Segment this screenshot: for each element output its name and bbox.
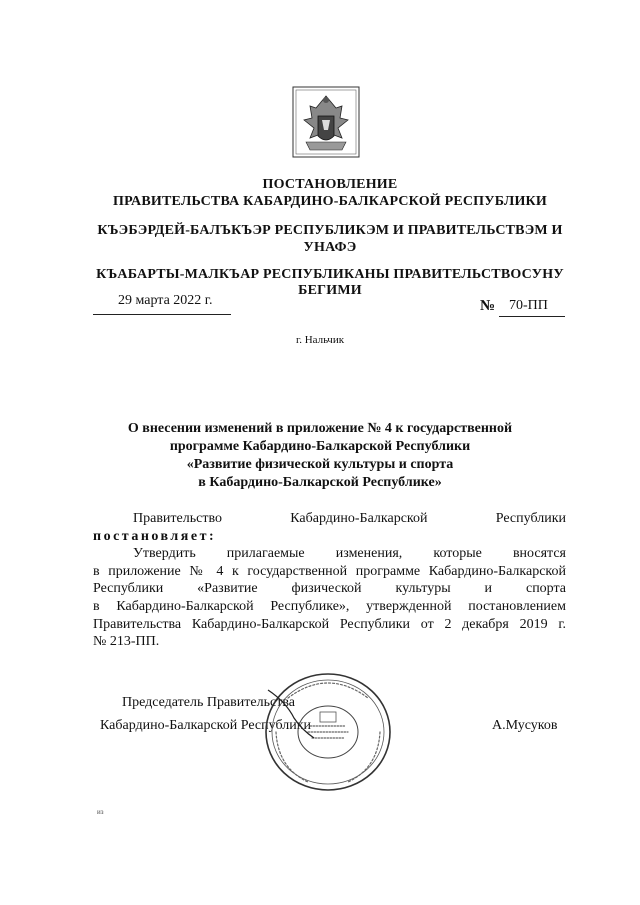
body-line-5: Республики «Развитие физической культуры и спорта [93,581,566,597]
issuing-authority-ru: ПРАВИТЕЛЬСТВА КАБАРДИНО-БАЛКАРСКОЙ РЕСПУБЛИКИ [112,194,548,209]
issuing-authority-kbd-line1: КЪЭБЭРДЕЙ-БАЛЪКЪЭР РЕСПУБЛИКЭМ И ПРАВИТЕЛЬСТВЭМ И [97,223,563,238]
body-text [93,510,566,651]
number-underline [499,316,565,317]
body-line-3: Утвердить прилагаемые изменения, которые вносятся [133,546,566,562]
issuing-authority-kbd-line2: УНАФЭ [303,240,357,255]
document-type-heading: ПОСТАНОВЛЕНИЕ [262,177,398,192]
signatory-position-line1: Председатель Правительства [122,695,295,710]
official-seal-stamp [258,668,398,796]
document-number: 70-ПП [509,298,548,313]
date-underline [93,314,231,315]
title-line-4: в Кабардино-Балкарской Республике» [198,475,442,490]
signatory-name: А.Мусуков [492,718,558,733]
footer-mark: из [97,808,104,816]
number-label: № [480,298,496,314]
title-line-1: О внесении изменений в приложение № 4 к государственной [127,421,513,436]
coat-of-arms-emblem [292,86,360,158]
body-line-7: Правительства Кабардино-Балкарской Республики от 2 декабря 2019 г. [93,616,566,632]
city-name: г. Нальчик [295,334,345,346]
issuing-authority-krc-line2: БЕГИМИ [298,283,362,298]
signatory-position-line2: Кабардино-Балкарской Республики [100,718,311,733]
body-line-8: № 213-ПП. [93,634,160,650]
document-title [90,420,550,492]
title-line-2: программе Кабардино-Балкарской Республики [169,439,471,454]
body-line-1: Правительство Кабардино-Балкарской Республики [133,511,566,526]
body-line-4: в приложение № 4 к государственной программе Кабардино-Балкарской [93,563,566,579]
title-line-3: «Развитие физической культуры и спорта [186,457,454,472]
document-date: 29 марта 2022 г. [118,293,213,308]
body-line-2-decree: постановляет: [93,528,217,544]
issuing-authority-krc-line1: КЪАБАРТЫ-МАЛКЪАР РЕСПУБЛИКАНЫ ПРАВИТЕЛЬСТВОСУНУ [96,267,564,282]
body-line-6: в Кабардино-Балкарской Республике», утвержденной постановлением [93,598,566,614]
